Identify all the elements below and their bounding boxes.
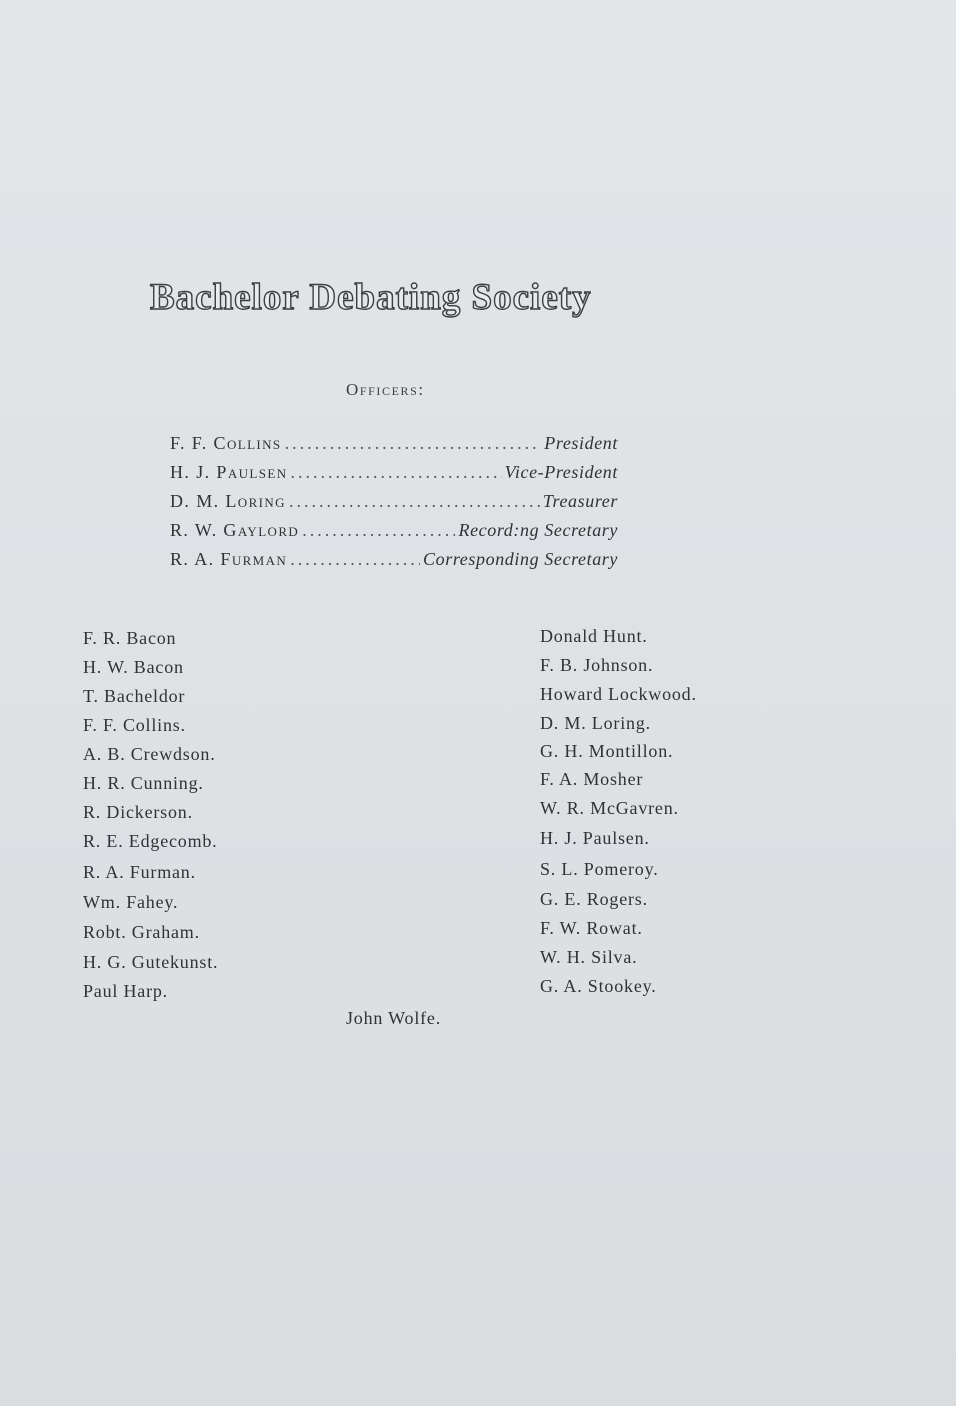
member-name: T. Bacheldor (83, 686, 186, 706)
member-name: F. W. Rowat. (540, 918, 643, 938)
member-name: Donald Hunt. (540, 626, 648, 646)
dot-leader (289, 491, 540, 512)
officer-name: R. A. Furman (170, 549, 288, 569)
officer-title: President (544, 433, 618, 453)
officer-row (170, 433, 618, 459)
member-name: F. R. Bacon (83, 628, 177, 648)
page-title: Bachelor Debating Society (150, 277, 592, 318)
member-name: Wm. Fahey. (83, 892, 179, 912)
member-name: D. M. Loring. (540, 713, 651, 733)
member-name: Paul Harp. (83, 981, 168, 1001)
officer-title: Treasurer (542, 491, 618, 511)
member-name: H. R. Cunning. (83, 773, 204, 793)
dot-leader (302, 520, 455, 541)
officer-name: F. F. Collins (170, 433, 282, 453)
member-name: Robt. Graham. (83, 922, 200, 942)
member-name: R. Dickerson. (83, 802, 193, 822)
member-name: R. A. Furman. (83, 862, 196, 882)
member-name: R. E. Edgecomb. (83, 831, 218, 851)
member-name: G. E. Rogers. (540, 889, 648, 909)
member-name: A. B. Crewdson. (83, 744, 216, 764)
member-name: Howard Lockwood. (540, 684, 697, 704)
officer-name: D. M. Loring (170, 491, 286, 511)
officer-row (170, 549, 618, 575)
member-name: G. A. Stookey. (540, 976, 657, 996)
dot-leader (285, 433, 542, 454)
officer-title: Vice-President (504, 462, 618, 482)
member-name: F. B. Johnson. (540, 655, 654, 675)
dot-leader (290, 549, 420, 570)
member-name: F. F. Collins. (83, 715, 186, 735)
officer-title: Corresponding Secretary (423, 549, 618, 569)
member-name: S. L. Pomeroy. (540, 859, 659, 879)
member-name: H. W. Bacon (83, 657, 184, 677)
member-name: H. G. Gutekunst. (83, 952, 219, 972)
officers-heading: Officers: (346, 380, 425, 399)
officer-name: R. W. Gaylord (170, 520, 300, 540)
officer-row (170, 491, 618, 517)
officer-row (170, 520, 618, 546)
member-name: W. R. McGavren. (540, 798, 679, 818)
member-name: G. H. Montillon. (540, 741, 674, 761)
dot-leader (291, 462, 502, 483)
officer-row (170, 462, 618, 488)
member-name: H. J. Paulsen. (540, 828, 650, 848)
member-name: W. H. Silva. (540, 947, 638, 967)
officer-title: Record:ng Secretary (458, 520, 618, 540)
member-name: John Wolfe. (346, 1008, 442, 1028)
officer-name: H. J. Paulsen (170, 462, 288, 482)
member-name: F. A. Mosher (540, 769, 644, 789)
